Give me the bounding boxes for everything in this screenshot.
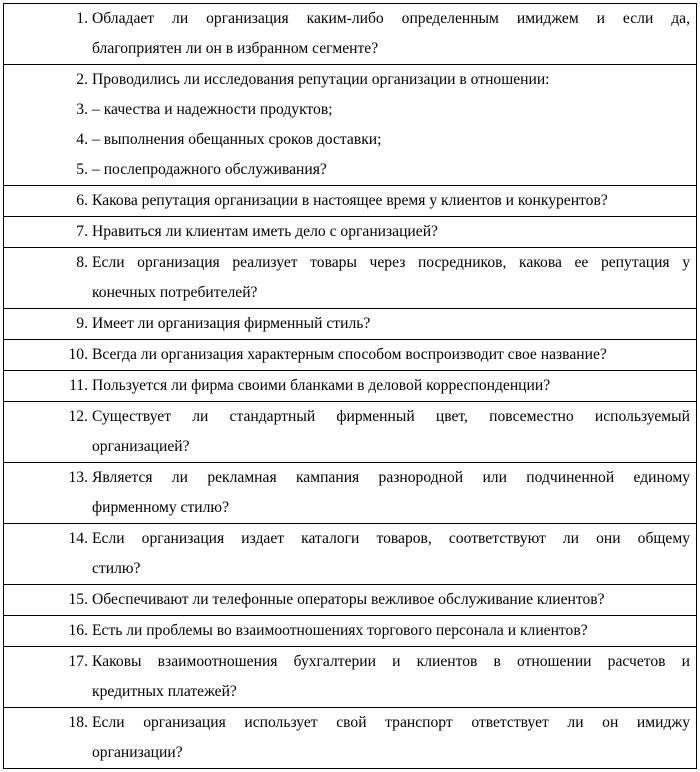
question-text: организацией? — [92, 438, 190, 455]
question-cell — [4, 309, 697, 340]
question-line — [4, 65, 696, 95]
question-cell — [4, 248, 697, 309]
question-cell — [4, 585, 697, 616]
question-line — [4, 371, 696, 401]
question-cell — [4, 616, 697, 647]
question-cell — [4, 65, 697, 186]
question-text: Является ли рекламная кампания разнородной или подчиненной единому — [92, 469, 690, 486]
question-line — [4, 554, 696, 584]
question-number: 8. — [76, 254, 88, 271]
question-line — [4, 616, 696, 646]
question-number: 10. — [68, 346, 88, 363]
question-line — [4, 677, 696, 707]
question-text: стилю? — [92, 560, 141, 577]
question-number: 11. — [69, 377, 88, 394]
question-number: 4. — [76, 131, 88, 148]
question-cell — [4, 647, 697, 708]
question-number: 3. — [76, 101, 88, 118]
question-line — [4, 585, 696, 615]
question-line — [4, 278, 696, 308]
question-text: Имеет ли организация фирменный стиль? — [92, 315, 371, 332]
question-number: 9. — [76, 315, 88, 332]
question-line — [4, 248, 696, 278]
question-line — [4, 155, 696, 185]
question-text: Если организация реализует товары через посредников, какова ее репутация у — [92, 254, 690, 271]
question-cell — [4, 524, 697, 585]
question-line — [4, 340, 696, 370]
question-line — [4, 95, 696, 125]
question-number: 7. — [76, 223, 88, 240]
question-text: Обладает ли организация каким-либо определенным имиджем и если да, — [92, 10, 690, 27]
question-row — [4, 340, 697, 371]
question-line — [4, 309, 696, 339]
question-number: 12. — [68, 408, 88, 425]
question-cell — [4, 340, 697, 371]
question-line — [4, 402, 696, 432]
question-text: Если организация использует свой транспорт ответствует ли он имиджу — [92, 714, 690, 731]
question-line — [4, 463, 696, 493]
question-cell — [4, 463, 697, 524]
question-text: кредитных платежей? — [92, 683, 237, 700]
question-line — [4, 217, 696, 247]
question-number: 13. — [68, 469, 88, 486]
questions-table — [3, 3, 697, 769]
question-row — [4, 616, 697, 647]
question-row — [4, 524, 697, 585]
question-line — [4, 125, 696, 155]
question-cell — [4, 186, 697, 217]
question-row — [4, 708, 697, 769]
question-line — [4, 524, 696, 554]
question-row — [4, 217, 697, 248]
question-text: Проводились ли исследования репутации организации в отношении: — [92, 71, 550, 88]
question-row — [4, 585, 697, 616]
question-text: Какова репутация организации в настоящее время у клиентов и конкурентов? — [92, 192, 608, 209]
question-line — [4, 493, 696, 523]
question-row — [4, 463, 697, 524]
question-cell — [4, 4, 697, 65]
question-line — [4, 432, 696, 462]
question-text: Существует ли стандартный фирменный цвет, повсеместно используемый — [92, 408, 690, 425]
questions-body — [4, 4, 697, 769]
question-number: 17. — [68, 653, 88, 670]
question-line — [4, 647, 696, 677]
question-row — [4, 309, 697, 340]
question-row — [4, 248, 697, 309]
question-number: 14. — [68, 530, 88, 547]
question-number: 15. — [68, 591, 88, 608]
question-text: – послепродажного обслуживания? — [92, 161, 327, 178]
question-cell — [4, 371, 697, 402]
question-text: организации? — [92, 744, 183, 761]
question-text: – выполнения обещанных сроков доставки; — [92, 131, 382, 148]
question-number: 18. — [68, 714, 88, 731]
question-line — [4, 4, 696, 34]
question-text: Пользуется ли фирма своими бланками в деловой корреспонденции? — [92, 377, 551, 394]
question-cell — [4, 708, 697, 769]
question-text: Обеспечивают ли телефонные операторы вежливое обслуживание клиентов? — [92, 591, 605, 608]
question-row — [4, 186, 697, 217]
question-line — [4, 186, 696, 216]
question-line — [4, 738, 696, 768]
question-text: фирменному стилю? — [92, 499, 229, 516]
question-text: Каковы взаимоотношения бухгалтерии и клиентов в отношении расчетов и — [92, 653, 690, 670]
question-text: конечных потребителей? — [92, 284, 258, 301]
question-line — [4, 708, 696, 738]
question-text: Нравиться ли клиентам иметь дело с организацией? — [92, 223, 438, 240]
question-number: 6. — [76, 192, 88, 209]
question-row — [4, 4, 697, 65]
question-row — [4, 371, 697, 402]
question-text: – качества и надежности продуктов; — [92, 101, 333, 118]
question-cell — [4, 217, 697, 248]
question-text: Если организация издает каталоги товаров, соответствуют ли они общему — [92, 530, 690, 547]
question-number: 1. — [76, 10, 88, 27]
question-text: Есть ли проблемы во взаимоотношениях торгового персонала и клиентов? — [92, 622, 588, 639]
question-text: Всегда ли организация характерным способом воспроизводит свое название? — [92, 346, 607, 363]
question-row — [4, 402, 697, 463]
question-cell — [4, 402, 697, 463]
question-text: благоприятен ли он в избранном сегменте? — [92, 40, 379, 57]
question-line — [4, 34, 696, 64]
question-number: 16. — [68, 622, 88, 639]
question-row — [4, 65, 697, 186]
question-number: 5. — [76, 161, 88, 178]
question-row — [4, 647, 697, 708]
question-number: 2. — [76, 71, 88, 88]
